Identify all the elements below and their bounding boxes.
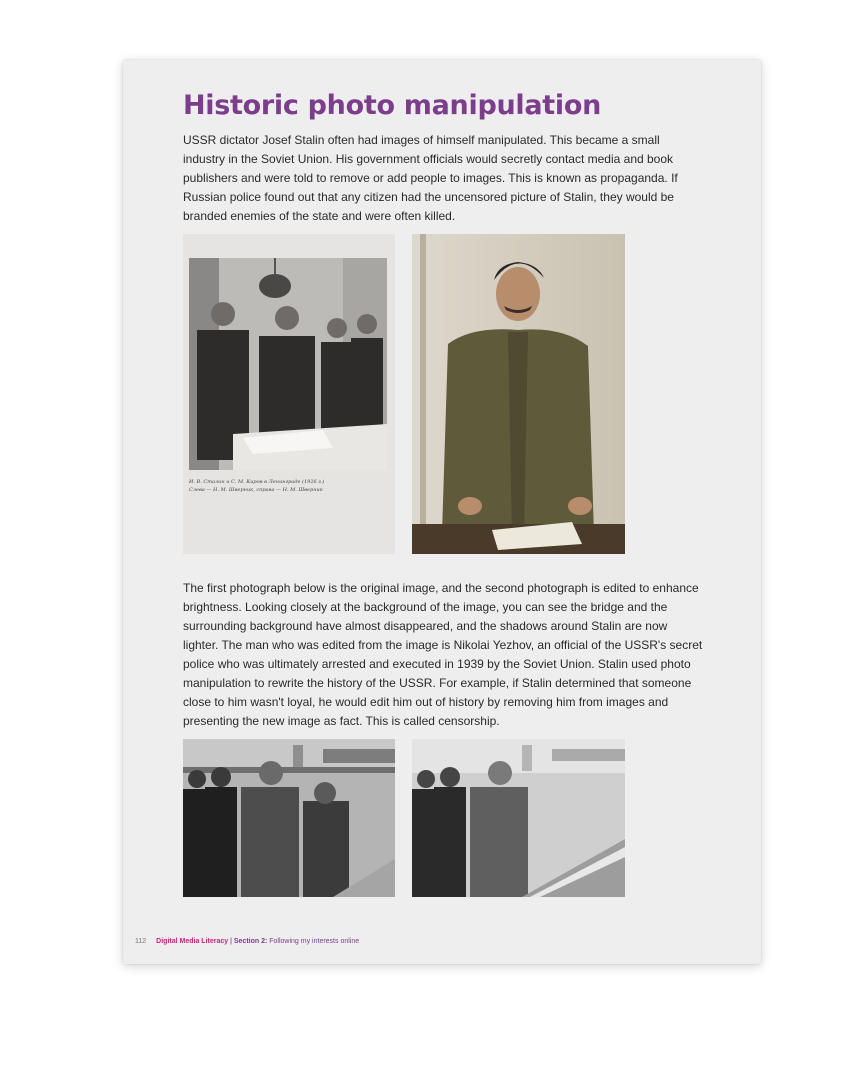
page-footer (135, 938, 359, 945)
document-page (123, 60, 761, 964)
explanation-paragraph: The first photograph below is the original image, and the second photograph is edited to enhance brightness. Looking closely at the background of the image, you can see the bridge and the surrounding background have almost disappeared, and the shadows around Stalin are now lighter. The man who was edited from the image is Nikolai Yezhov, an official of the USSR's secret police who was ultimately arrested and executed in 1939 by the Soviet Union. Stalin used photo manipulation to rewrite the history of the USSR. For example, if Stalin determined that someone close to him wasn't loyal, he would edit him out of history by removing him from images and presenting the new image as fact. This is called censorship. (183, 581, 703, 728)
footer-separator: | (228, 938, 234, 945)
footer-topic: Following my interests online (267, 938, 360, 945)
group-photo-1926 (183, 234, 395, 554)
footer-section: Section 2: (233, 938, 268, 945)
edited-photo-without-yezhov (412, 739, 625, 897)
photo-caption-line-1: И. В. Сталин и С. М. Киров в Ленинграде (1926 г.) (189, 479, 325, 485)
stalin-portrait (412, 234, 625, 554)
footer-brand: Digital Media Literacy (156, 938, 229, 945)
photo-caption-line-2: Слева — Н. М. Шверник, справа — Н. М. Шверник (189, 487, 323, 493)
intro-paragraph: USSR dictator Josef Stalin often had images of himself manipulated. This became a small industry in the Soviet Union. His government officials would secretly contact media and book publishers and were told to remove or add people to images. This is known as propaganda. If Russian police found out that any citizen had the uncensored picture of Stalin, they would be branded enemies of the state and were often killed. (183, 133, 678, 223)
page-number: 112 (135, 938, 147, 945)
page-title: Historic photo manipulation (183, 90, 601, 121)
photo-caption (189, 478, 389, 494)
original-photo-with-yezhov (183, 739, 395, 897)
